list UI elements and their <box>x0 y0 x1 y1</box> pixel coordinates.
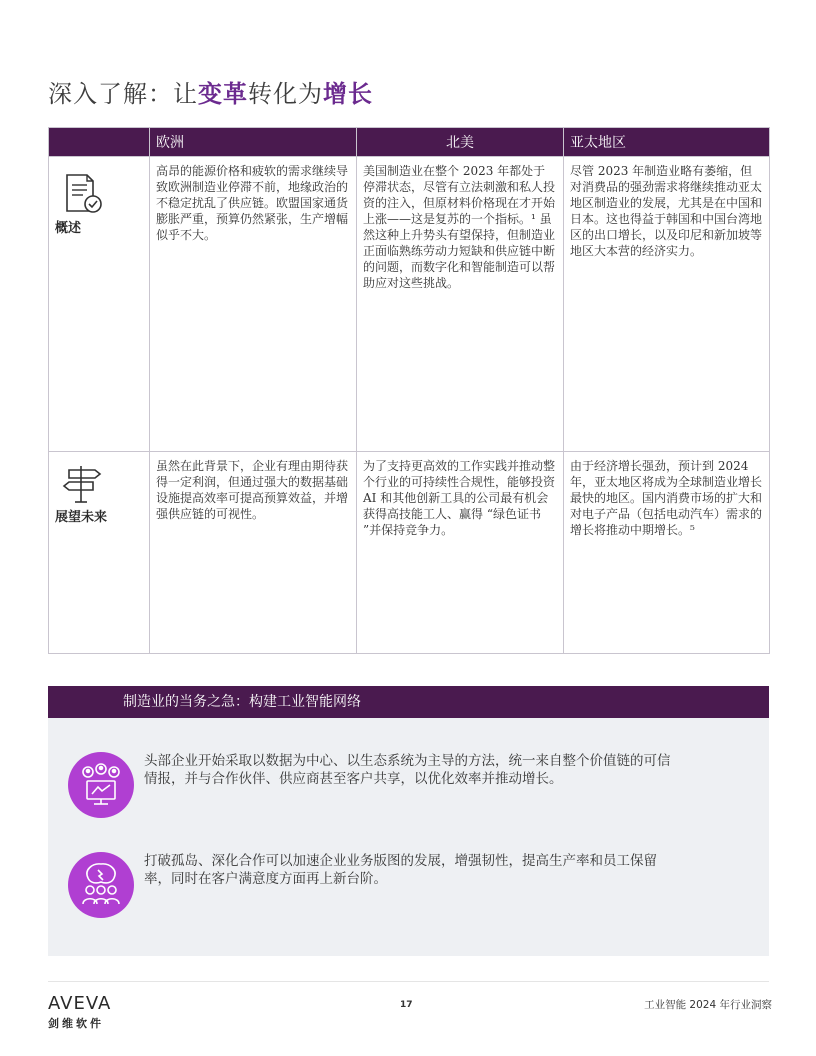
header-apac: 亚太地区 <box>564 128 770 157</box>
region-comparison-table <box>48 127 770 654</box>
insight-text: 头部企业开始采取以数据为中心、以生态系统为主导的方法，统一来自整个价值链的可信情报，并与合作伙伴、供应商甚至客户共享，以优化效率并推动增长。 <box>144 753 671 787</box>
header-europe: 欧洲 <box>150 128 357 157</box>
logo-wordmark: AVEVA <box>48 993 112 1014</box>
table-cell-apac: 由于经济增长强劲，预计到 2024 年，亚太地区将成为全球制造业增长最快的地区。国内消费市场的扩大和对电子产品（包括电动汽车）需求的增长将推动中期增长。⁵ <box>564 452 770 654</box>
table-cell-apac: 尽管 2023 年制造业略有萎缩，但对消费品的强劲需求将继续推动亚太地区制造业的发展，尤其是在中国和日本。这也得益于韩国和中国台湾地区的出口增长，以及印尼和新加坡等地区大本营的经济实力。 <box>564 157 770 452</box>
footer-doc-title: 工业智能 2024 年行业洞察 <box>644 999 772 1011</box>
table-cell-europe: 高昂的能源价格和疲软的需求继续导致欧洲制造业停滞不前，地缘政治的不稳定扰乱了供应链。欧盟国家通货膨胀严重，预算仍然紧张，生产增幅似乎不大。 <box>150 157 357 452</box>
document-check-icon <box>61 171 105 217</box>
people-network-icon <box>68 752 134 818</box>
page-title: 深入了解：让变革转化为增长 <box>48 80 373 108</box>
table-row <box>49 452 770 654</box>
table-cell-north-america: 美国制造业在整个 2023 年都处于停滞状态，尽管有立法刺激和私人投资的注入，但原材料价格现在才开始上涨——这是复苏的一个指标。¹ 虽然这种上升势头有望保持，但制造业正面临熟练劳动力短缺和供应链中断的问题，而数字化和智能制造可以帮助应对这些挑战。 <box>357 157 564 452</box>
table-row <box>49 157 770 452</box>
table-header-row <box>49 128 770 157</box>
table-cell-europe: 虽然在此背景下，企业有理由期待获得一定利润，但通过强大的数据基础设施提高效率可提高预算效益，并增强供应链的可视性。 <box>150 452 357 654</box>
aveva-logo <box>48 993 111 1031</box>
row-label: 概述 <box>55 221 82 236</box>
row-label-cell <box>49 157 150 452</box>
section-banner: 制造业的当务之急：构建工业智能网络 <box>48 686 769 718</box>
table-cell-north-america: 为了支持更高效的工作实践并推动整个行业的可持续性合规性，能够投资 AI 和其他创新工具的公司最有机会获得高技能工人、赢得 “绿色证书 ”并保持竞争力。 <box>357 452 564 654</box>
row-label-cell <box>49 452 150 654</box>
team-collaboration-icon <box>68 852 134 918</box>
header-north-america: 北美 <box>357 128 564 157</box>
page-number: 17 <box>400 1000 413 1010</box>
header-empty <box>49 128 150 157</box>
logo-subtitle: 剑维软件 <box>48 1017 104 1030</box>
insights-panel <box>48 718 769 956</box>
insight-text: 打破孤岛、深化合作可以加速企业业务版图的发展，增强韧性，提高生产率和员工保留率，同时在客户满意度方面再上新台阶。 <box>144 853 657 887</box>
signpost-icon <box>61 462 105 506</box>
footer-divider <box>48 981 769 982</box>
row-label: 展望未来 <box>55 510 108 525</box>
